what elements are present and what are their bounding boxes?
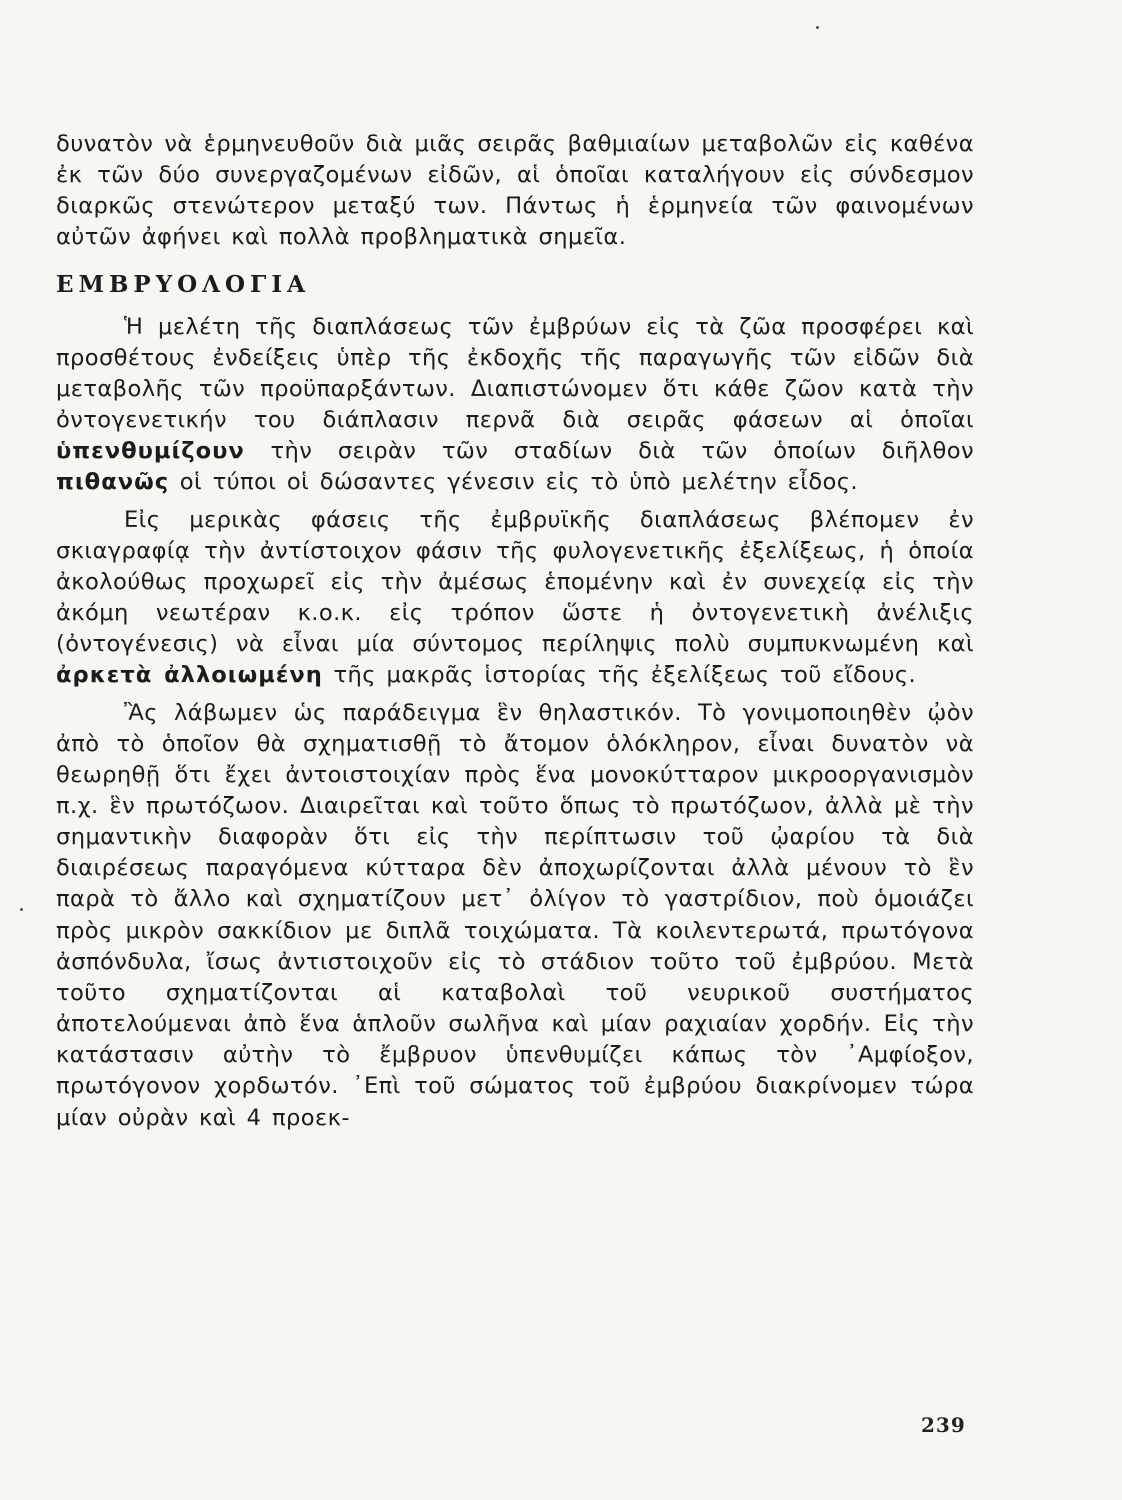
paper-speck [20,908,23,911]
paragraph-1-text-c: οἱ τύποι οἱ δώσαντες γένεσιν εἰς τὸ ὑπὸ μελέτην εἶδος. [179,469,859,496]
paragraph-2-text-a: Εἰς μερικὰς φάσεις τῆς ἐμβρυϊκῆς διαπλάσεως βλέπομεν ἐν σκιαγραφίᾳ τὴν ἀντίστοιχον φάσιν τῆς φυλογενετικῆς ἐξελίξεως, ἡ ὁποία ἀκολούθως προχωρεῖ εἰς τὴν ἀμέσως ἑπομένην καὶ ἐν συνεχείᾳ εἰς τὴν ἀκόμη νεωτέραν κ.ο.κ. εἰς τρόπον ὥστε ἡ ὀντογενετικὴ ἀνέλιξις (ὀντογένεσις) νὰ εἶναι μία σύντομος περίληψις πολὺ συμπυκνωμένη καὶ [56,506,974,658]
paper-speck [816,26,819,29]
paragraph-1-text-a: Ἡ μελέτη τῆς διαπλάσεως τῶν ἐμβρύων εἰς τὰ ζῶα προσφέρει καὶ προσθέτους ἐνδείξεις ὑπὲρ τῆς ἐκδοχῆς τῆς παραγωγῆς τῶν εἰδῶν διὰ μεταβολῆς τῶν προϋπαρξάντων. Διαπιστώνομεν ὅτι κάθε ζῶον κατὰ τὴν ὀντογενετικήν του διάπλασιν περνᾶ διὰ σειρᾶς φάσεων αἱ ὁποῖαι [56,313,974,434]
page-number: 239 [921,1413,966,1437]
section-heading: ΕΜΒΡΥΟΛΟΓΙΑ [56,270,310,298]
intro-paragraph: δυνατὸν νὰ ἑρμηνευθοῦν διὰ μιᾶς σειρᾶς βαθμιαίων μεταβολῶν εἰς καθένα ἐκ τῶν δύο συνεργαζομένων εἰδῶν, αἱ ὁποῖαι καταλήγουν εἰς σύνδεσμον διαρκῶς στενώτερον μεταξύ των. Πάντως ἡ ἑρμηνεία τῶν φαινομένων αὐτῶν ἀφήνει καὶ πολλὰ προβληματικὰ σημεῖα. [56,131,974,251]
paragraph-1-text-b: τὴν σειρὰν τῶν σταδίων διὰ τῶν ὁποίων διῆλθον [270,438,974,465]
paragraph-2-text-b: τῆς μακρᾶς ἱστορίας τῆς ἐξελίξεως τοῦ εἴδους. [333,662,917,689]
paragraph-3: Ἂς λάβωμεν ὡς παράδειγμα ἓν θηλαστικόν. Τὸ γονιμοποιηθὲν ᾠὸν ἀπὸ τὸ ὁποῖον θὰ σχηματισθῇ τὸ ἄτομον ὁλόκληρον, εἶναι δυνατὸν νὰ θεωρηθῇ ὅτι ἔχει ἀντοιστοιχίαν πρὸς ἕνα μονοκύτταρον μικροοργανισμὸν π.χ. ἓν πρωτόζωον. Διαιρεῖται καὶ τοῦτο ὅπως τὸ πρωτόζωον, ἀλλὰ μὲ τὴν σημαντικὴν διαφορὰν ὅτι εἰς τὴν περίπτωσιν τοῦ ᾠαρίου τὰ διὰ διαιρέσεως παραγόμενα κύτταρα δὲν ἀποχωρίζονται ἀλλὰ μένουν τὸ ἓν παρὰ τὸ ἄλλο καὶ σχηματίζουν μετ᾿ ὀλίγον τὸ γαστρίδιον, ποὺ ὁμοιάζει πρὸς μικρὸν σακκίδιον με διπλᾶ τοιχώματα. Τὰ κοιλεντερωτά, πρωτόγονα ἀσπόνδυλα, ἴσως ἀντιστοιχοῦν εἰς τὸ στάδιον τοῦτο τοῦ ἐμβρύου. Μετὰ τοῦτο σχηματίζονται αἱ καταβολαὶ τοῦ νευρικοῦ συστήματος ἀποτελούμεναι ἀπὸ ἕνα ἁπλοῦν σωλῆνα καὶ μίαν ραχιαίαν χορδήν. Εἰς τὴν κατάστασιν αὐτὴν τὸ ἔμβρυον ὑπενθυμίζει κάπως τὸν ᾿Αμφίοξον, πρωτόγονον χορδωτόν. ᾿Επὶ τοῦ σώματος τοῦ ἐμβρύου διακρίνομεν τώρα μίαν οὐρὰν καὶ 4 προεκ- [56,699,974,1131]
paragraph-1 [56,312,974,499]
paragraph-2-bold: ἀρκετὰ ἀλλοιωμένη [56,662,323,689]
paragraph-1-bold-b: πιθανῶς [56,469,170,496]
body-text [56,129,974,1134]
paragraph-2 [56,505,974,692]
paragraph-1-bold-a: ὑπενθυμίζουν [56,438,245,465]
